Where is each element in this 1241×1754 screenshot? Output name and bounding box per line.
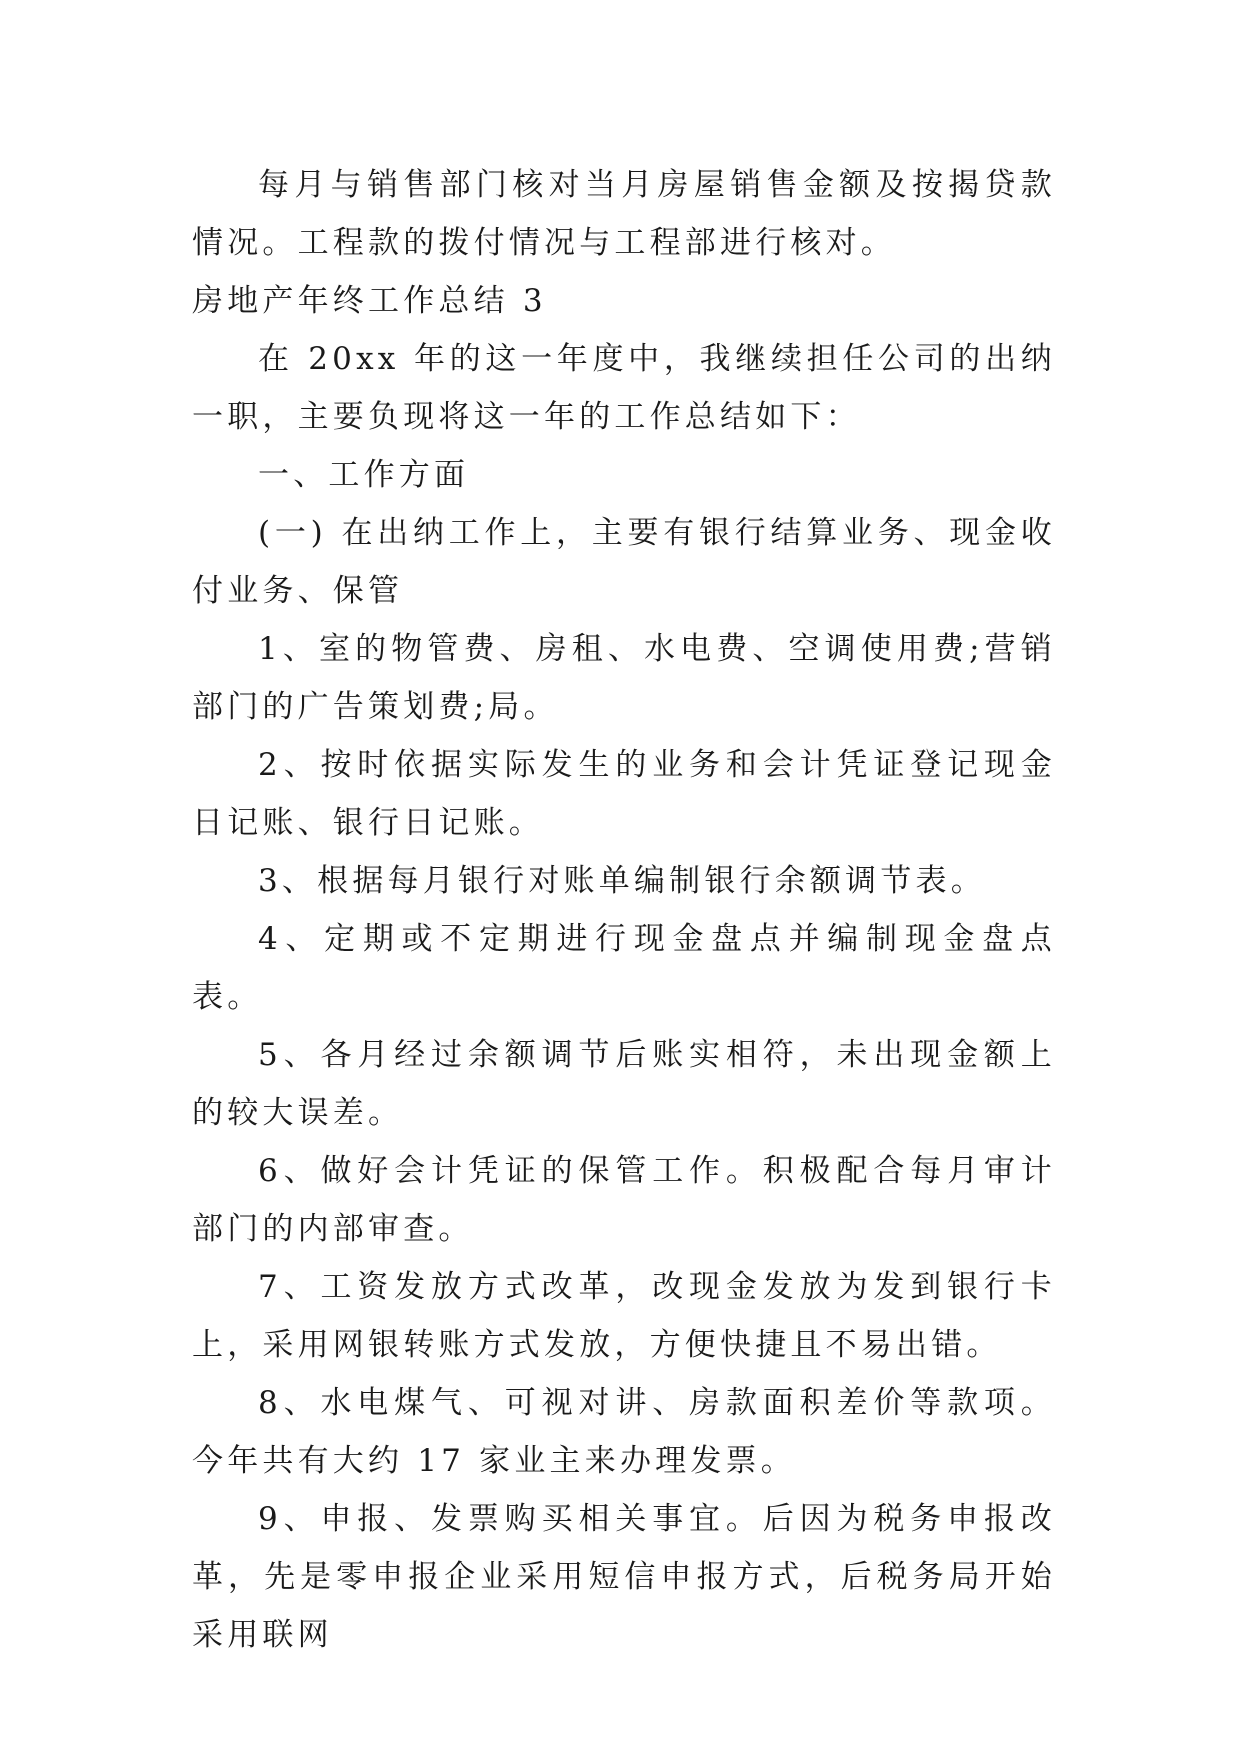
list-item-7: 7、工资发放方式改革，改现金发放为发到银行卡上，采用网银转账方式发放，方便快捷且不易出错。 bbox=[192, 1269, 1056, 1363]
list-item-1: 1、室的物管费、房租、水电费、空调使用费;营销部门的广告策划费;局。 bbox=[192, 631, 1056, 725]
list-item-5: 5、各月经过余额调节后账实相符，未出现金额上的较大误差。 bbox=[192, 1037, 1056, 1131]
section-heading: 房地产年终工作总结 3 bbox=[192, 283, 547, 319]
list-item-6: 6、做好会计凭证的保管工作。积极配合每月审计部门的内部审查。 bbox=[192, 1153, 1056, 1247]
list-item-3: 3、根据每月银行对账单编制银行余额调节表。 bbox=[258, 863, 986, 899]
paragraph-cashier-work: (一) 在出纳工作上，主要有银行结算业务、现金收付业务、保管 bbox=[192, 515, 1056, 609]
document-body bbox=[192, 156, 1056, 1664]
paragraph-intro: 在 20xx 年的这一年度中，我继续担任公司的出纳一职，主要负现将这一年的工作总结如下： bbox=[192, 341, 1056, 435]
subheading-work: 一、工作方面 bbox=[258, 457, 470, 493]
list-item-2: 2、按时依据实际发生的业务和会计凭证登记现金日记账、银行日记账。 bbox=[192, 747, 1056, 841]
list-item-9: 9、申报、发票购买相关事宜。后因为税务申报改革，先是零申报企业采用短信申报方式，后税务局开始采用联网 bbox=[192, 1501, 1056, 1653]
list-item-4: 4、定期或不定期进行现金盘点并编制现金盘点表。 bbox=[192, 921, 1056, 1015]
paragraph-sales-check: 每月与销售部门核对当月房屋销售金额及按揭贷款情况。工程款的拨付情况与工程部进行核对。 bbox=[192, 167, 1056, 261]
list-item-8: 8、水电煤气、可视对讲、房款面积差价等款项。今年共有大约 17 家业主来办理发票。 bbox=[192, 1385, 1056, 1479]
